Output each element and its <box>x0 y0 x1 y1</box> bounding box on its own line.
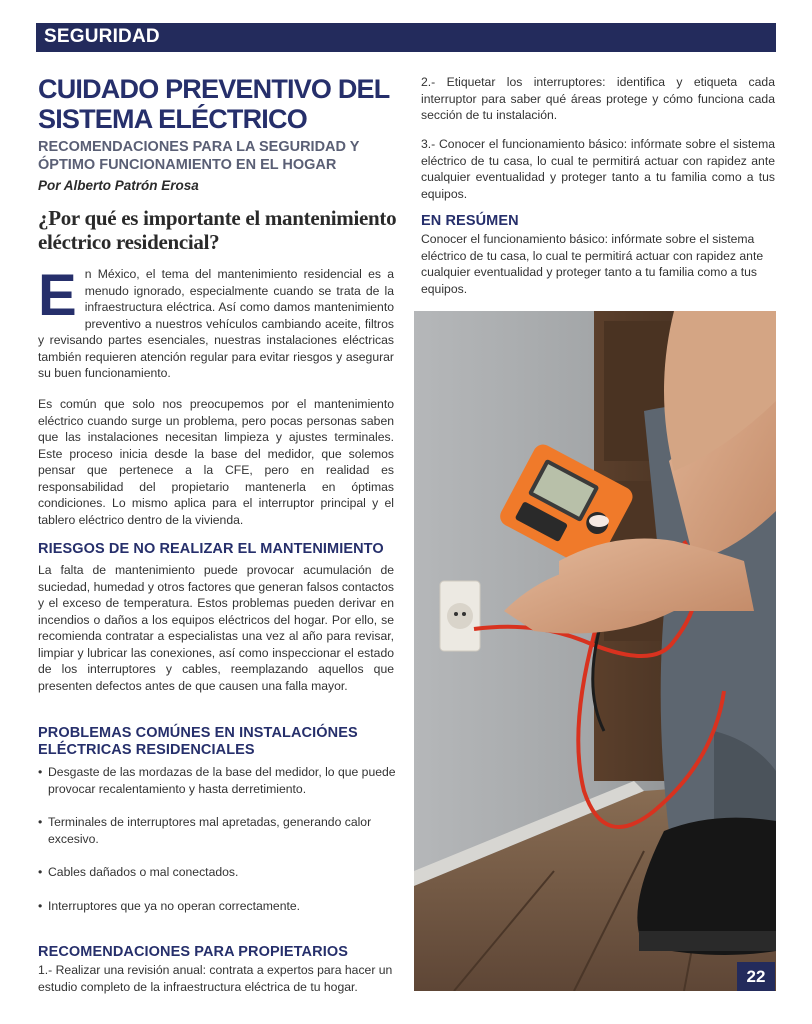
article-title: CUIDADO PREVENTIVO DEL SISTEMA ELÉCTRICO <box>38 74 389 134</box>
problemas-list <box>38 764 396 914</box>
multimeter-outlet-photo <box>414 311 776 991</box>
heading-recomendaciones: RECOMENDACIONES PARA PROPIETARIOS <box>38 944 348 960</box>
intro-text: n México, el tema del mantenimiento residencial es a menudo ignorado, especialmente cuando se trata de la infraestructura eléctrica. Así como damos mantenimiento preventivo a nuestros vehículos cambiando aceite, filtros y revisando partes esenciales, nuestras instalaciones eléctricas también requieren atención regular para evitar riesgos y asegurar su buen funcionamiento. <box>38 267 394 380</box>
recommendation-2: 2.- Etiquetar los interruptores: identifica y etiqueta cada interruptor para saber qué áreas protege y cómo funciona cada sección de tu instalación. <box>421 75 775 122</box>
paragraph-resumen: Conocer el funcionamiento básico: infórmate sobre el sistema eléctrico de tu casa, lo cual te permitirá actuar con rapidez ante cualquier eventualidad y proteger tanto a tu familia como a tus equipos. <box>421 232 764 296</box>
paragraph-riesgos: La falta de mantenimiento puede provocar acumulación de suciedad, humedad y otros factores que generan falsos contactos y el exceso de temperatura. Estos problemas pueden derivar en incendios o daños a los equipos eléctricos del hogar. Por ello, se recomienda contratar a especialistas una vez al año para revisar, limpiar y lubricar las conexiones, así como inspeccionar el estado de los interruptores y cables, reemplazando aquellos que presenten defectos antes de que causen una falla mayor. <box>38 563 394 693</box>
list-item: • Desgaste de las mordazas de la base del medidor, lo que puede provocar recalentamiento y hasta derretimiento. <box>38 764 396 797</box>
list-item: • Terminales de interruptores mal apretadas, generando calor excesivo. <box>38 814 396 847</box>
article-byline: Por Alberto Patrón Erosa <box>38 178 199 193</box>
paragraph-maintenance: Es común que solo nos preocupemos por el mantenimiento eléctrico cuando surge un problema, pero pocas personas saben que las instalaciones necesitan limpieza y ajustes terminales. Este proceso inicia desde la base del medidor, que solemos pensar que pertenece a la CFE, pero en realidad es responsabilidad del propietario mantenerla en óptimas condiciones. Lo mismo aplica para el interruptor principal y el tablero eléctrico dentro de la vivienda. <box>38 397 394 527</box>
heading-problemas: PROBLEMAS COMÚNES EN INSTALACIÓNES ELÉCTRICAS RESIDENCIALES <box>38 725 358 758</box>
recommendation-3: 3.- Conocer el funcionamiento básico: infórmate sobre el sistema eléctrico de tu casa, lo cual te permitirá actuar con rapidez ante cualquier eventualidad y proteger tanto a tu familia como a tus equipos. <box>421 137 775 201</box>
intro-paragraph <box>38 263 394 382</box>
lead-question: ¿Por qué es importante el mantenimiento eléctrico residencial? <box>38 206 397 254</box>
heading-riesgos: RIESGOS DE NO REALIZAR EL MANTENIMIENTO <box>38 541 384 557</box>
section-header-bar <box>36 23 776 52</box>
list-item: • Interruptores que ya no operan correctamente. <box>38 898 396 915</box>
drop-cap: E <box>38 263 77 328</box>
list-item: • Cables dañados o mal conectados. <box>38 864 396 881</box>
article-subtitle: RECOMENDACIONES PARA LA SEGURIDAD Y ÓPTIMO FUNCIONAMIENTO EN EL HOGAR <box>38 139 360 173</box>
page-number: 22 <box>737 962 775 991</box>
recommendation-1: 1.- Realizar una revisión anual: contrata a expertos para hacer un estudio completo de la infraestructura eléctrica de tu hogar. <box>38 963 393 994</box>
heading-resumen: EN RESÚMEN <box>421 213 519 229</box>
section-label: SEGURIDAD <box>44 26 160 47</box>
